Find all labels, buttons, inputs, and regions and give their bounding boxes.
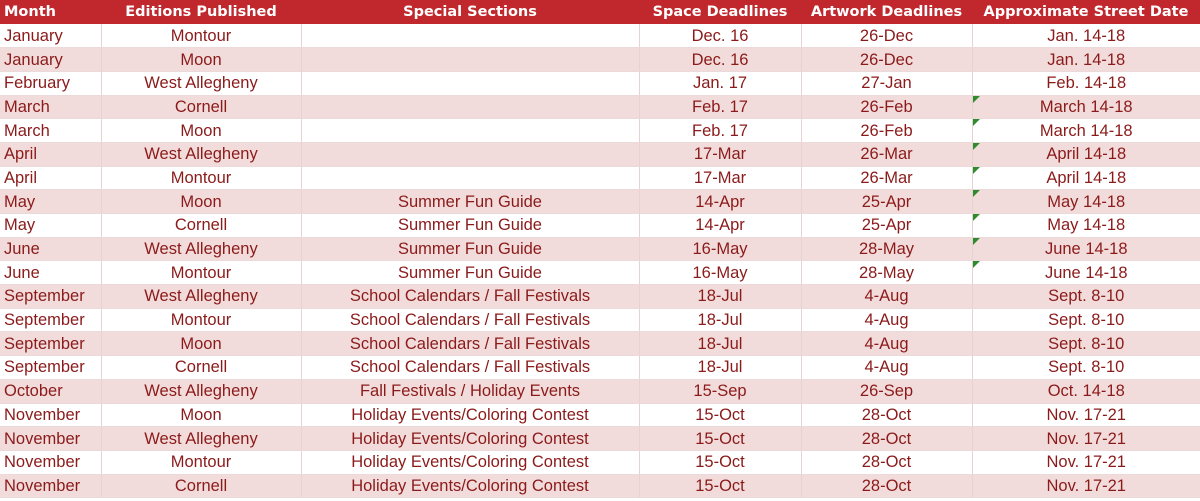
cell-edition[interactable]: Montour (101, 261, 301, 285)
cell-artwork-deadline[interactable]: 28-May (801, 261, 972, 285)
cell-artwork-deadline[interactable]: 26-Feb (801, 95, 972, 119)
cell-street-date[interactable]: Jan. 14-18 (972, 48, 1200, 72)
cell-space-deadline[interactable]: 16-May (639, 237, 801, 261)
cell-edition[interactable]: West Allegheny (101, 285, 301, 309)
cell-street-date[interactable]: Nov. 17-21 (972, 403, 1200, 427)
header-editions[interactable]: Editions Published (125, 4, 277, 20)
comment-indicator-icon (973, 96, 980, 103)
comment-indicator-icon (973, 238, 980, 245)
cell-special-section[interactable]: School Calendars / Fall Festivals (301, 332, 639, 356)
cell-edition[interactable]: Moon (101, 403, 301, 427)
table-row (0, 142, 1200, 166)
cell-special-section[interactable] (301, 71, 639, 95)
cell-artwork-deadline[interactable]: 4-Aug (801, 308, 972, 332)
cell-artwork-deadline[interactable]: 4-Aug (801, 356, 972, 380)
cell-month[interactable]: October (0, 379, 101, 403)
cell-artwork-deadline[interactable]: 26-Dec (801, 24, 972, 48)
street-date-text: March 14-18 (1039, 97, 1133, 116)
cell-artwork-deadline[interactable]: 26-Mar (801, 142, 972, 166)
cell-space-deadline[interactable]: Dec. 16 (639, 48, 801, 72)
cell-space-deadline[interactable]: Dec. 16 (639, 24, 801, 48)
cell-month[interactable]: January (0, 48, 101, 72)
cell-artwork-deadline[interactable]: 26-Sep (801, 379, 972, 403)
cell-month[interactable]: November (0, 427, 101, 451)
cell-edition[interactable]: Moon (101, 119, 301, 143)
cell-special-section[interactable]: Summer Fun Guide (301, 237, 639, 261)
cell-month[interactable]: September (0, 332, 101, 356)
table-row (0, 261, 1200, 285)
cell-artwork-deadline[interactable]: 28-Oct (801, 403, 972, 427)
street-date-text: May 14-18 (1047, 192, 1126, 211)
cell-month[interactable]: May (0, 190, 101, 214)
cell-month[interactable]: June (0, 261, 101, 285)
cell-street-date[interactable] (972, 237, 1200, 261)
cell-artwork-deadline[interactable]: 4-Aug (801, 332, 972, 356)
header-row (0, 0, 1200, 24)
cell-space-deadline[interactable]: 15-Oct (639, 450, 801, 474)
cell-artwork-deadline[interactable]: 26-Mar (801, 166, 972, 190)
cell-edition[interactable]: Montour (101, 450, 301, 474)
cell-street-date[interactable]: Sept. 8-10 (972, 285, 1200, 309)
table-row (0, 450, 1200, 474)
header-special-sections[interactable]: Special Sections (403, 4, 537, 20)
header-street-date[interactable]: Approximate Street Date (983, 4, 1189, 20)
cell-special-section[interactable]: Holiday Events/Coloring Contest (301, 427, 639, 451)
cell-month[interactable]: November (0, 474, 101, 498)
cell-special-section[interactable]: Fall Festivals / Holiday Events (301, 379, 639, 403)
comment-indicator-icon (973, 143, 980, 150)
cell-artwork-deadline[interactable]: 28-Oct (801, 474, 972, 498)
cell-special-section[interactable]: Holiday Events/Coloring Contest (301, 474, 639, 498)
cell-edition[interactable]: Cornell (101, 356, 301, 380)
cell-month[interactable]: April (0, 166, 101, 190)
cell-special-section[interactable] (301, 142, 639, 166)
cell-space-deadline[interactable]: Jan. 17 (639, 71, 801, 95)
table-row (0, 237, 1200, 261)
table-row (0, 95, 1200, 119)
cell-edition[interactable]: Montour (101, 24, 301, 48)
cell-month[interactable]: September (0, 285, 101, 309)
cell-street-date[interactable]: Sept. 8-10 (972, 308, 1200, 332)
cell-artwork-deadline[interactable]: 4-Aug (801, 285, 972, 309)
cell-special-section[interactable] (301, 48, 639, 72)
table-row (0, 214, 1200, 238)
cell-street-date[interactable] (972, 261, 1200, 285)
cell-artwork-deadline[interactable]: 25-Apr (801, 214, 972, 238)
cell-month[interactable]: May (0, 214, 101, 238)
cell-space-deadline[interactable]: 16-May (639, 261, 801, 285)
cell-artwork-deadline[interactable]: 28-Oct (801, 427, 972, 451)
street-date-text: June 14-18 (1044, 240, 1128, 259)
cell-street-date[interactable]: Nov. 17-21 (972, 474, 1200, 498)
cell-edition[interactable]: Moon (101, 190, 301, 214)
street-date-text: March 14-18 (1039, 121, 1133, 140)
cell-special-section[interactable]: Summer Fun Guide (301, 190, 639, 214)
comment-indicator-icon (973, 261, 980, 268)
table-row (0, 379, 1200, 403)
table-row (0, 308, 1200, 332)
cell-special-section[interactable]: Holiday Events/Coloring Contest (301, 403, 639, 427)
cell-artwork-deadline[interactable]: 26-Dec (801, 48, 972, 72)
cell-street-date[interactable]: Sept. 8-10 (972, 332, 1200, 356)
table-header (0, 0, 1200, 24)
cell-space-deadline[interactable]: 18-Jul (639, 356, 801, 380)
cell-special-section[interactable]: Summer Fun Guide (301, 214, 639, 238)
table-row (0, 190, 1200, 214)
cell-street-date[interactable]: Nov. 17-21 (972, 450, 1200, 474)
cell-space-deadline[interactable]: Feb. 17 (639, 119, 801, 143)
street-date-text: June 14-18 (1044, 263, 1128, 282)
cell-month[interactable]: March (0, 95, 101, 119)
cell-space-deadline[interactable]: 18-Jul (639, 308, 801, 332)
cell-month[interactable]: April (0, 142, 101, 166)
cell-space-deadline[interactable]: 14-Apr (639, 190, 801, 214)
cell-space-deadline[interactable]: 18-Jul (639, 285, 801, 309)
table-row (0, 474, 1200, 498)
cell-space-deadline[interactable]: Feb. 17 (639, 95, 801, 119)
cell-special-section[interactable]: School Calendars / Fall Festivals (301, 356, 639, 380)
cell-month[interactable]: September (0, 356, 101, 380)
cell-space-deadline[interactable]: 15-Oct (639, 474, 801, 498)
cell-edition[interactable]: West Allegheny (101, 71, 301, 95)
comment-indicator-icon (973, 190, 980, 197)
table-row (0, 24, 1200, 48)
table-row (0, 356, 1200, 380)
cell-street-date[interactable] (972, 166, 1200, 190)
table-row (0, 119, 1200, 143)
cell-artwork-deadline[interactable]: 26-Feb (801, 119, 972, 143)
comment-indicator-icon (973, 119, 980, 126)
cell-street-date[interactable]: Jan. 14-18 (972, 24, 1200, 48)
cell-special-section[interactable] (301, 24, 639, 48)
cell-edition[interactable]: Cornell (101, 214, 301, 238)
cell-artwork-deadline[interactable]: 25-Apr (801, 190, 972, 214)
cell-special-section[interactable]: Summer Fun Guide (301, 261, 639, 285)
table-row (0, 166, 1200, 190)
cell-space-deadline[interactable]: 17-Mar (639, 166, 801, 190)
cell-street-date[interactable]: Sept. 8-10 (972, 356, 1200, 380)
cell-edition[interactable]: Cornell (101, 95, 301, 119)
cell-street-date[interactable] (972, 95, 1200, 119)
cell-artwork-deadline[interactable]: 28-May (801, 237, 972, 261)
table-row (0, 427, 1200, 451)
street-date-text: April 14-18 (1046, 145, 1127, 164)
table-row (0, 332, 1200, 356)
comment-indicator-icon (973, 214, 980, 221)
cell-space-deadline[interactable]: 17-Mar (639, 142, 801, 166)
cell-edition[interactable]: Montour (101, 308, 301, 332)
cell-edition[interactable]: West Allegheny (101, 237, 301, 261)
cell-space-deadline[interactable]: 14-Apr (639, 214, 801, 238)
cell-edition[interactable]: West Allegheny (101, 379, 301, 403)
cell-month[interactable]: March (0, 119, 101, 143)
cell-space-deadline[interactable]: 18-Jul (639, 332, 801, 356)
table-body (0, 24, 1200, 498)
cell-special-section[interactable] (301, 95, 639, 119)
cell-edition[interactable]: Moon (101, 332, 301, 356)
header-month[interactable]: Month (4, 4, 56, 20)
cell-month[interactable]: September (0, 308, 101, 332)
cell-edition[interactable]: Cornell (101, 474, 301, 498)
cell-month[interactable]: June (0, 237, 101, 261)
cell-month[interactable]: January (0, 24, 101, 48)
street-date-text: April 14-18 (1046, 168, 1127, 187)
cell-edition[interactable]: West Allegheny (101, 142, 301, 166)
cell-month[interactable]: February (0, 71, 101, 95)
cell-street-date[interactable] (972, 119, 1200, 143)
cell-special-section[interactable] (301, 166, 639, 190)
cell-special-section[interactable]: Holiday Events/Coloring Contest (301, 450, 639, 474)
cell-edition[interactable]: Moon (101, 48, 301, 72)
table-row (0, 71, 1200, 95)
cell-street-date[interactable]: Oct. 14-18 (972, 379, 1200, 403)
cell-month[interactable]: November (0, 403, 101, 427)
cell-edition[interactable]: Montour (101, 166, 301, 190)
cell-artwork-deadline[interactable]: 28-Oct (801, 450, 972, 474)
cell-space-deadline[interactable]: 15-Oct (639, 403, 801, 427)
cell-special-section[interactable]: School Calendars / Fall Festivals (301, 308, 639, 332)
cell-special-section[interactable] (301, 119, 639, 143)
table-row (0, 285, 1200, 309)
comment-indicator-icon (973, 167, 980, 174)
cell-street-date[interactable]: Nov. 17-21 (972, 427, 1200, 451)
street-date-text: May 14-18 (1047, 216, 1126, 235)
table-row (0, 403, 1200, 427)
cell-space-deadline[interactable]: 15-Oct (639, 427, 801, 451)
cell-street-date[interactable] (972, 142, 1200, 166)
cell-street-date[interactable] (972, 190, 1200, 214)
cell-space-deadline[interactable]: 15-Sep (639, 379, 801, 403)
header-space-deadlines[interactable]: Space Deadlines (652, 4, 788, 20)
cell-special-section[interactable]: School Calendars / Fall Festivals (301, 285, 639, 309)
table-row (0, 48, 1200, 72)
cell-edition[interactable]: West Allegheny (101, 427, 301, 451)
cell-month[interactable]: November (0, 450, 101, 474)
cell-street-date[interactable]: Feb. 14-18 (972, 71, 1200, 95)
cell-artwork-deadline[interactable]: 27-Jan (801, 71, 972, 95)
cell-street-date[interactable] (972, 214, 1200, 238)
header-artwork-deadlines[interactable]: Artwork Deadlines (810, 4, 963, 20)
